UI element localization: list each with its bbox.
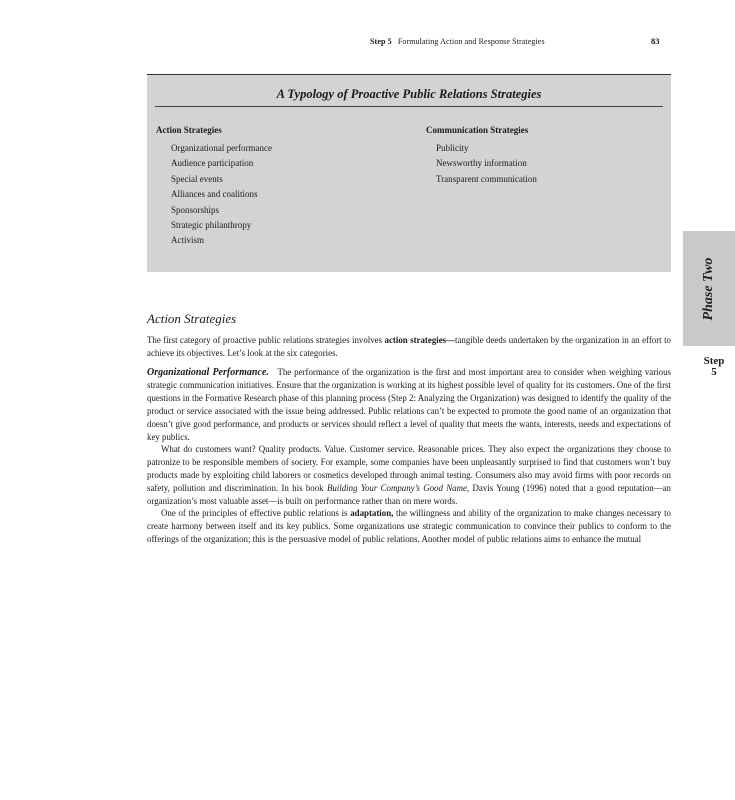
organizational-performance-paragraph (147, 366, 671, 444)
run-in-heading: Organizational Performance. (147, 366, 269, 378)
section-heading: Action Strategies (147, 311, 237, 326)
typology-divider (155, 106, 663, 107)
book-title: Building Your Company’s Good Name, (326, 482, 470, 493)
paragraph-text-b: Davis Young (1996) noted that a good reputation—an organization’s most valuable asset—is built on performance rather than on mere words. (147, 482, 671, 506)
action-strategy-item: Audience participation (171, 158, 254, 169)
action-strategy-item: Sponsorships (171, 204, 220, 215)
step-marker-number: 5 (711, 366, 717, 378)
communication-strategy-item: Publicity (436, 143, 469, 153)
communication-strategies-list (436, 141, 537, 187)
running-head-step: Step 5 (370, 37, 392, 46)
page-number: 83 (651, 36, 660, 46)
paragraph-text: The performance of the organization is the first and most important area to consider when weighing various strategic communication initiatives. Ensure that the organization is working at its highest possible level of quality for its customers. One of the first questions in the Formative Research phase of this planning process (Step 2: Analyzing the Organization) was designed to identify the quality of the product or service associated with the issue being addressed. Public relations can’t be expected to promote the good name of an organization that doesn’t give good performance, and products or services should reflect a level of quality that meets the wants, interests, needs and expectations of key publics. (147, 366, 671, 442)
intro-text-b: tangible deeds undertaken by the organization in an effort to achieve its objectives. Let’s look at the six categories. (147, 335, 671, 358)
adaptation-term: adaptation, (350, 508, 394, 519)
phase-tab (683, 231, 735, 346)
customers-paragraph (147, 443, 671, 507)
communication-strategy-item: Newsworthy information (436, 158, 527, 169)
intro-paragraph (147, 334, 671, 360)
running-head-chapter-title: Formulating Action and Response Strategies (397, 37, 545, 46)
step-marker (699, 356, 729, 378)
communication-strategies-heading: Communication Strategies (426, 125, 529, 135)
paragraph-text-b: the willingness and ability of the organization to make changes necessary to create harmony between itself and its key publics. Some organizations use strategic communication to convince their publics to conform to the offerings of the organization; this is the persuasive model of public relations. Another model of public relations aims to enhance the mutual (147, 508, 671, 544)
step-marker-word: Step (703, 355, 725, 367)
intro-term: action strategies— (384, 335, 455, 345)
action-strategy-item: Strategic philanthropy (171, 220, 252, 231)
running-head (370, 37, 545, 46)
action-strategy-item: Special events (171, 173, 223, 184)
action-strategies-list (171, 141, 272, 249)
action-strategy-item: Organizational performance (171, 143, 273, 153)
communication-strategy-item: Transparent communication (436, 173, 537, 184)
body-text (147, 334, 671, 546)
action-strategies-heading: Action Strategies (156, 125, 222, 135)
action-strategy-item: Activism (171, 235, 204, 246)
intro-text-a: The first category of proactive public relations strategies involves (147, 335, 385, 345)
action-strategy-item: Alliances and coalitions (171, 189, 258, 200)
phase-tab-label: Phase Two (701, 257, 716, 320)
paragraph-text-a: One of the principles of effective public relations is (161, 508, 351, 519)
paragraph-text-a: What do customers want? Quality products. Value. Customer service. Reasonable prices. They also expect the organizations they choose to patronize to be responsible members of society. For example, some companies have been unpleasantly surprised to find that customers won’t buy products made by exploiting child laborers or cosmetics developed through animal testing. Consumers also may avoid firms with poor records on safety, pollution and discrimination. In his book (147, 444, 671, 493)
typology-box (147, 74, 671, 272)
adaptation-paragraph (147, 507, 671, 545)
typology-title: A Typology of Proactive Public Relations Strategies (276, 87, 542, 101)
